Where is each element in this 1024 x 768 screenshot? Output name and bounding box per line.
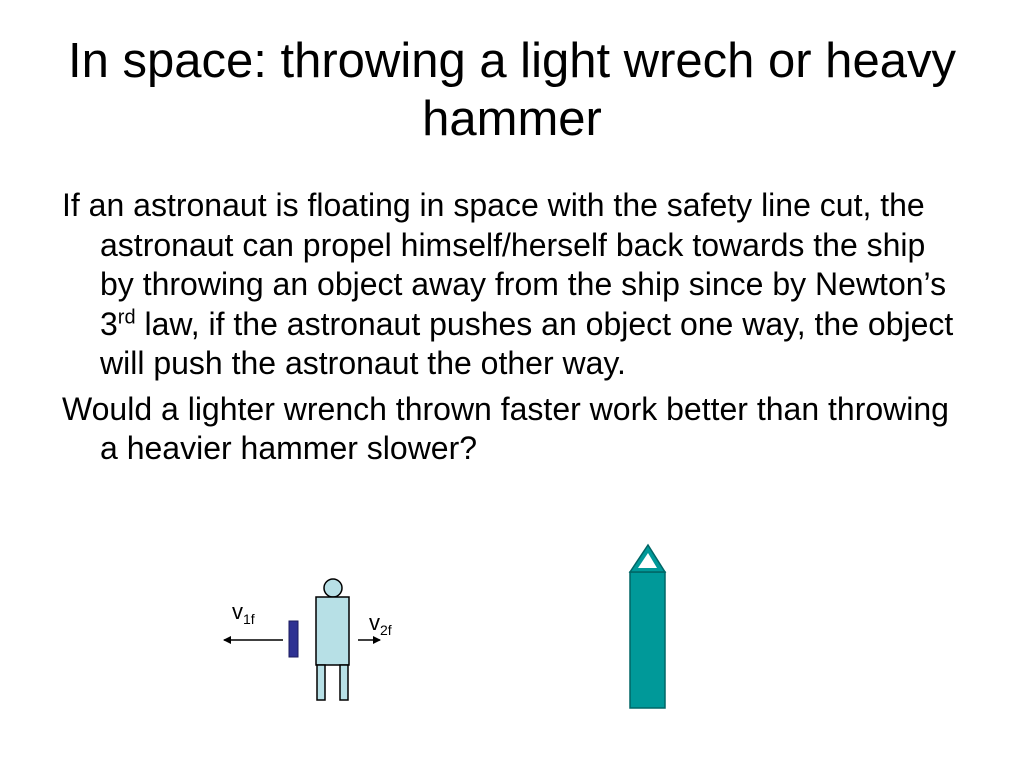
v1f-label [232, 599, 255, 627]
bullet-1-text-start: If an astronaut is floating in space with the safety line cut, the astronaut can propel himself/herself back towards the ship by throwing an object away from the ship since by Newton’s 3 [62, 187, 947, 342]
v2f-label-subscript: 2f [380, 622, 392, 638]
spaceship [630, 545, 665, 708]
v2f-label [369, 610, 392, 638]
spaceship-nose [630, 545, 665, 572]
spaceship-body [630, 572, 665, 708]
bullet-1-superscript: rd [117, 305, 136, 328]
bullet-newtons-third-law [62, 186, 962, 384]
spaceship-window [638, 553, 657, 568]
astronaut-right-leg [340, 665, 348, 700]
astronaut-head [324, 579, 342, 597]
v1f-label-base: v [232, 599, 243, 624]
astronaut-body [316, 597, 349, 665]
astronaut-left-leg [317, 665, 325, 700]
bullet-2-text: Would a lighter wrench thrown faster work better than throwing a heavier hammer slower? [62, 390, 949, 466]
bullet-list [62, 186, 962, 475]
slide-title: In space: throwing a light wrech or heavy hammer [68, 34, 956, 146]
bullet-1-text-end: law, if the astronaut pushes an object one way, the object will push the astronaut the other way. [100, 305, 954, 381]
bullet-question [62, 390, 962, 469]
astronaut-figure [316, 579, 349, 700]
v1f-label-subscript: 1f [243, 611, 255, 627]
thrown-object [289, 621, 298, 657]
v2f-label-base: v [369, 610, 380, 635]
